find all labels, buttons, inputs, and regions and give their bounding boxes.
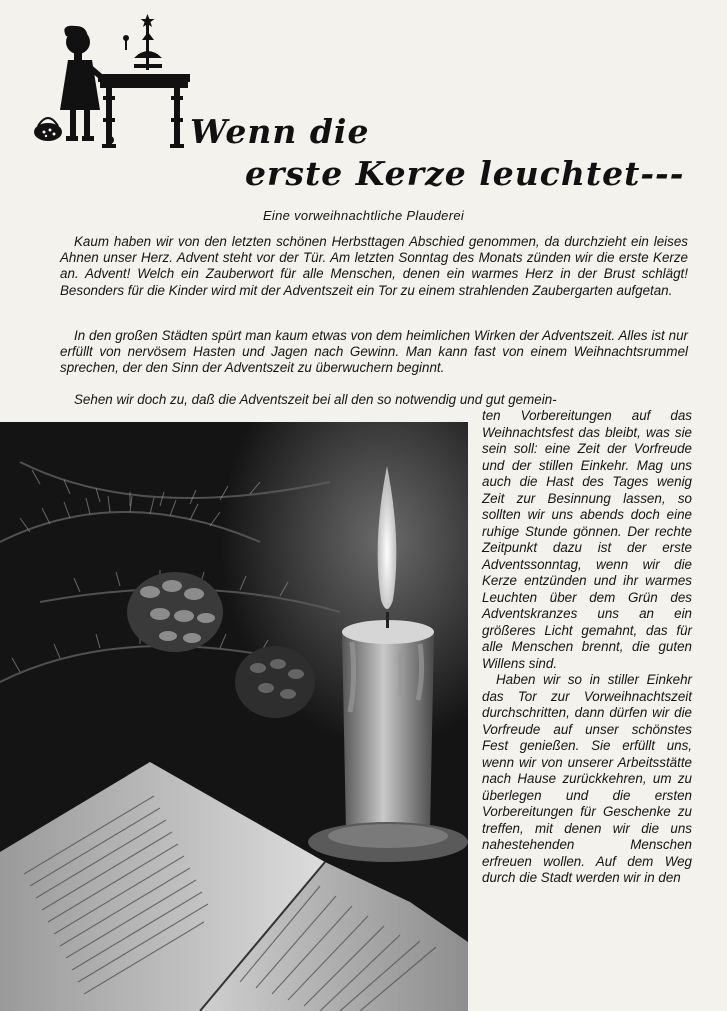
paragraph-2 [60,328,688,377]
article-subtitle: Eine vorweihnachtliche Plauderei [262,208,465,223]
right-column [482,408,692,887]
candle-photo [0,422,468,1011]
column-paragraph-2: Haben wir so in stiller Einkehr das Tor zur Vorweihnachtszeit durchschritten, dann dürfen wir die Vorfreude auf unser schönstes Fest genießen. Sie erfüllt uns, wenn wir von unserer Arbeitsstätte nach Hause zurückkehren, um zu überlegen und die ersten Vorbereitungen für Geschenke zu treffen, mit denen wir die uns nahestehenden Menschen erfreuen wollen. Auf dem Weg durch die Stadt werden wir in den [482,672,692,885]
paragraph-1-text: Kaum haben wir von den letzten schönen Herbsttagen Abschied genommen, da durchzieht ein leises Ahnen unser Herz. Advent steht vor der Tür. Am letzten Sonntag des Monats zünden wir die erste Kerze an. Advent! Welch ein Zauberwort für alle Menschen, denen ein warmes Herz in der Brust schlägt! Besonders für die Kinder wird mit der Adventszeit ein Tor zu einem strahlenden Zaubergarten aufgetan. [60,234,688,298]
paragraph-3-text: Sehen wir doch zu, daß die Adventszeit bei all den so notwendig und gut gemein- [74,392,557,407]
title-line-2: erste Kerze leuchtet--- [245,154,685,193]
column-paragraph-1: ten Vorbereitungen auf das Weihnachtsfest das bleibt, was sie sein soll: eine Zeit der Vorfreude und der stillen Einkehr. Mag uns auch die Hast des Tages wenig Zeit zur Besinnung lassen, so sollten wir uns abends doch eine ruhige Stunde gönnen. Der rechte Zeitpunkt dazu ist der erste Adventssonntag, wenn wir die Kerze entzünden und ihr warmes Leuchten über dem Grün des Adventskranzes uns an ein größeres Licht gemahnt, das für alle Menschen brennt, die guten Willens sind. [482,408,692,671]
paragraph-2-text: In den großen Städten spürt man kaum etwas von dem heimlichen Wirken der Adventszeit. Alles ist nur erfüllt von nervösem Hasten und Jagen nach Gewinn. Man kann fast von einem Weihnachtsrummel sprechen, der den Sinn der Adventszeit zu überwuchern beginnt. [60,328,688,376]
silhouette-illustration [30,14,200,159]
paragraph-3-start [60,392,688,408]
paragraph-1 [60,234,688,299]
title-line-1: Wenn die [190,112,370,151]
